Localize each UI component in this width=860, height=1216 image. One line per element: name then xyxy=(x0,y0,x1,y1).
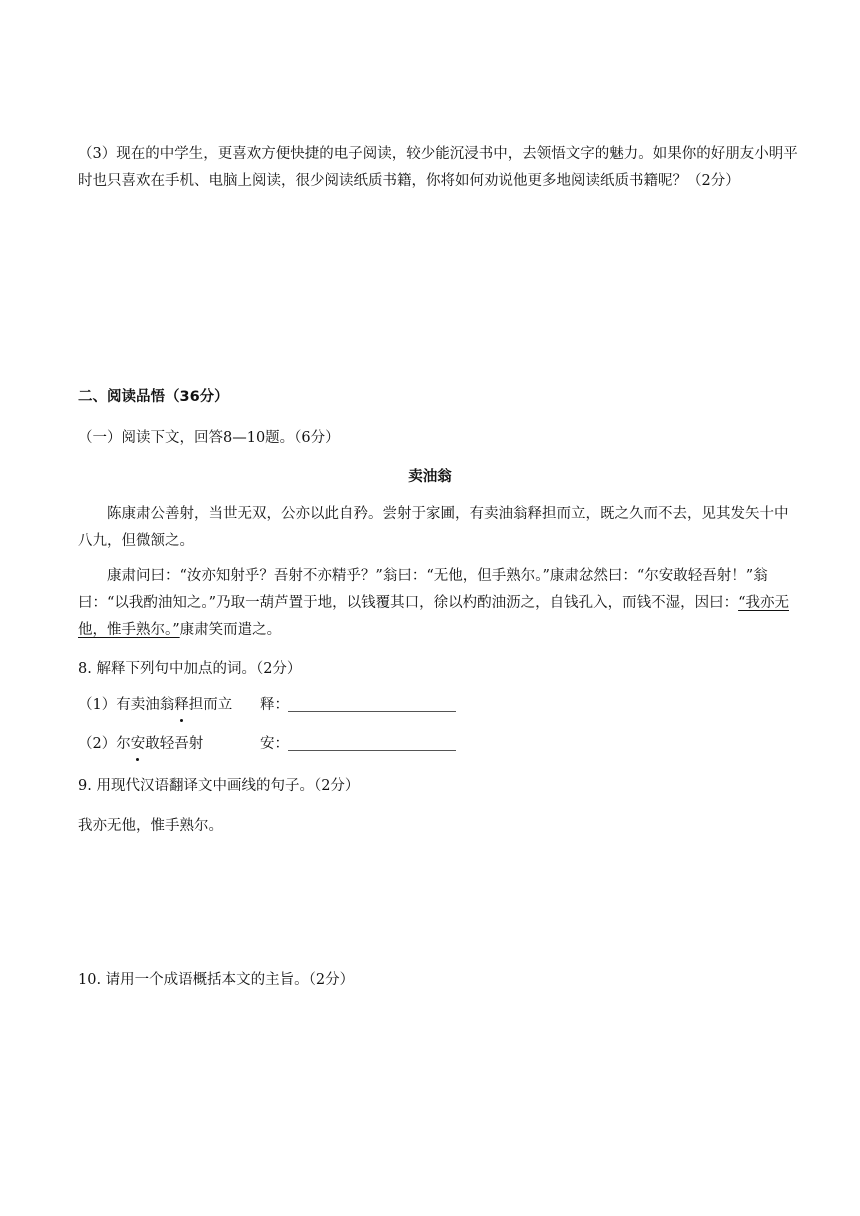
passage-paragraph-1: 陈康肃公善射，当世无双，公亦以此自矜。尝射于家圃，有卖油翁释担而立，既之久而不去，见其发矢十中八九，但微颔之。 xyxy=(78,506,789,549)
question-9: 9. 用现代汉语翻译文中画线的句子。（2分） xyxy=(78,778,360,794)
passage-paragraph-2 xyxy=(78,563,798,644)
question-8: 8. 解释下列句中加点的词。（2分） xyxy=(78,661,302,677)
underlined-sentence: “我亦无他，惟手熟尔。” xyxy=(78,595,789,638)
passage-title: 卖油翁 xyxy=(408,469,452,485)
dotted-word: 安 xyxy=(131,731,146,758)
dotted-word: 释 xyxy=(174,692,189,719)
item-sentence: （1）有卖油翁释担而立 xyxy=(78,692,232,719)
question-3: （3）现在的中学生，更喜欢方便快捷的电子阅读，较少能沉浸书中，去领悟文字的魅力。如果你的好朋友小明平时也只喜欢在手机、电脑上阅读，很少阅读纸质书籍，你将如何劝说他更多地阅读纸质书籍呢？（2分） xyxy=(78,146,798,189)
paragraph-2-text: 康肃问曰：“汝亦知射乎？吾射不亦精乎？”翁曰：“无他，但手熟尔。”康肃忿然曰：“尔安敢轻吾射！”翁曰：“以我酌油知之。”乃取一葫芦置于地，以钱覆其口，徐以杓酌油沥之，自钱孔入，而钱不湿，因曰： xyxy=(78,568,768,611)
paragraph-2-ending: 康肃笑而遣之。 xyxy=(179,622,282,638)
part-intro: （一）阅读下文，回答8—10题。（6分） xyxy=(78,430,340,446)
item-sentence: （2）尔安敢轻吾射 xyxy=(78,731,203,758)
answer-label: 安： xyxy=(260,736,289,752)
answer-label: 释： xyxy=(260,697,289,713)
question-9-sentence: 我亦无他，惟手熟尔。 xyxy=(78,818,223,834)
question-8-item-2 xyxy=(78,731,798,758)
answer-blank[interactable] xyxy=(288,750,456,751)
question-8-item-1 xyxy=(78,692,798,719)
question-10: 10. 请用一个成语概括本文的主旨。（2分） xyxy=(78,972,355,988)
section-title: 二、阅读品悟（36分） xyxy=(78,389,229,405)
answer-blank[interactable] xyxy=(288,711,456,712)
